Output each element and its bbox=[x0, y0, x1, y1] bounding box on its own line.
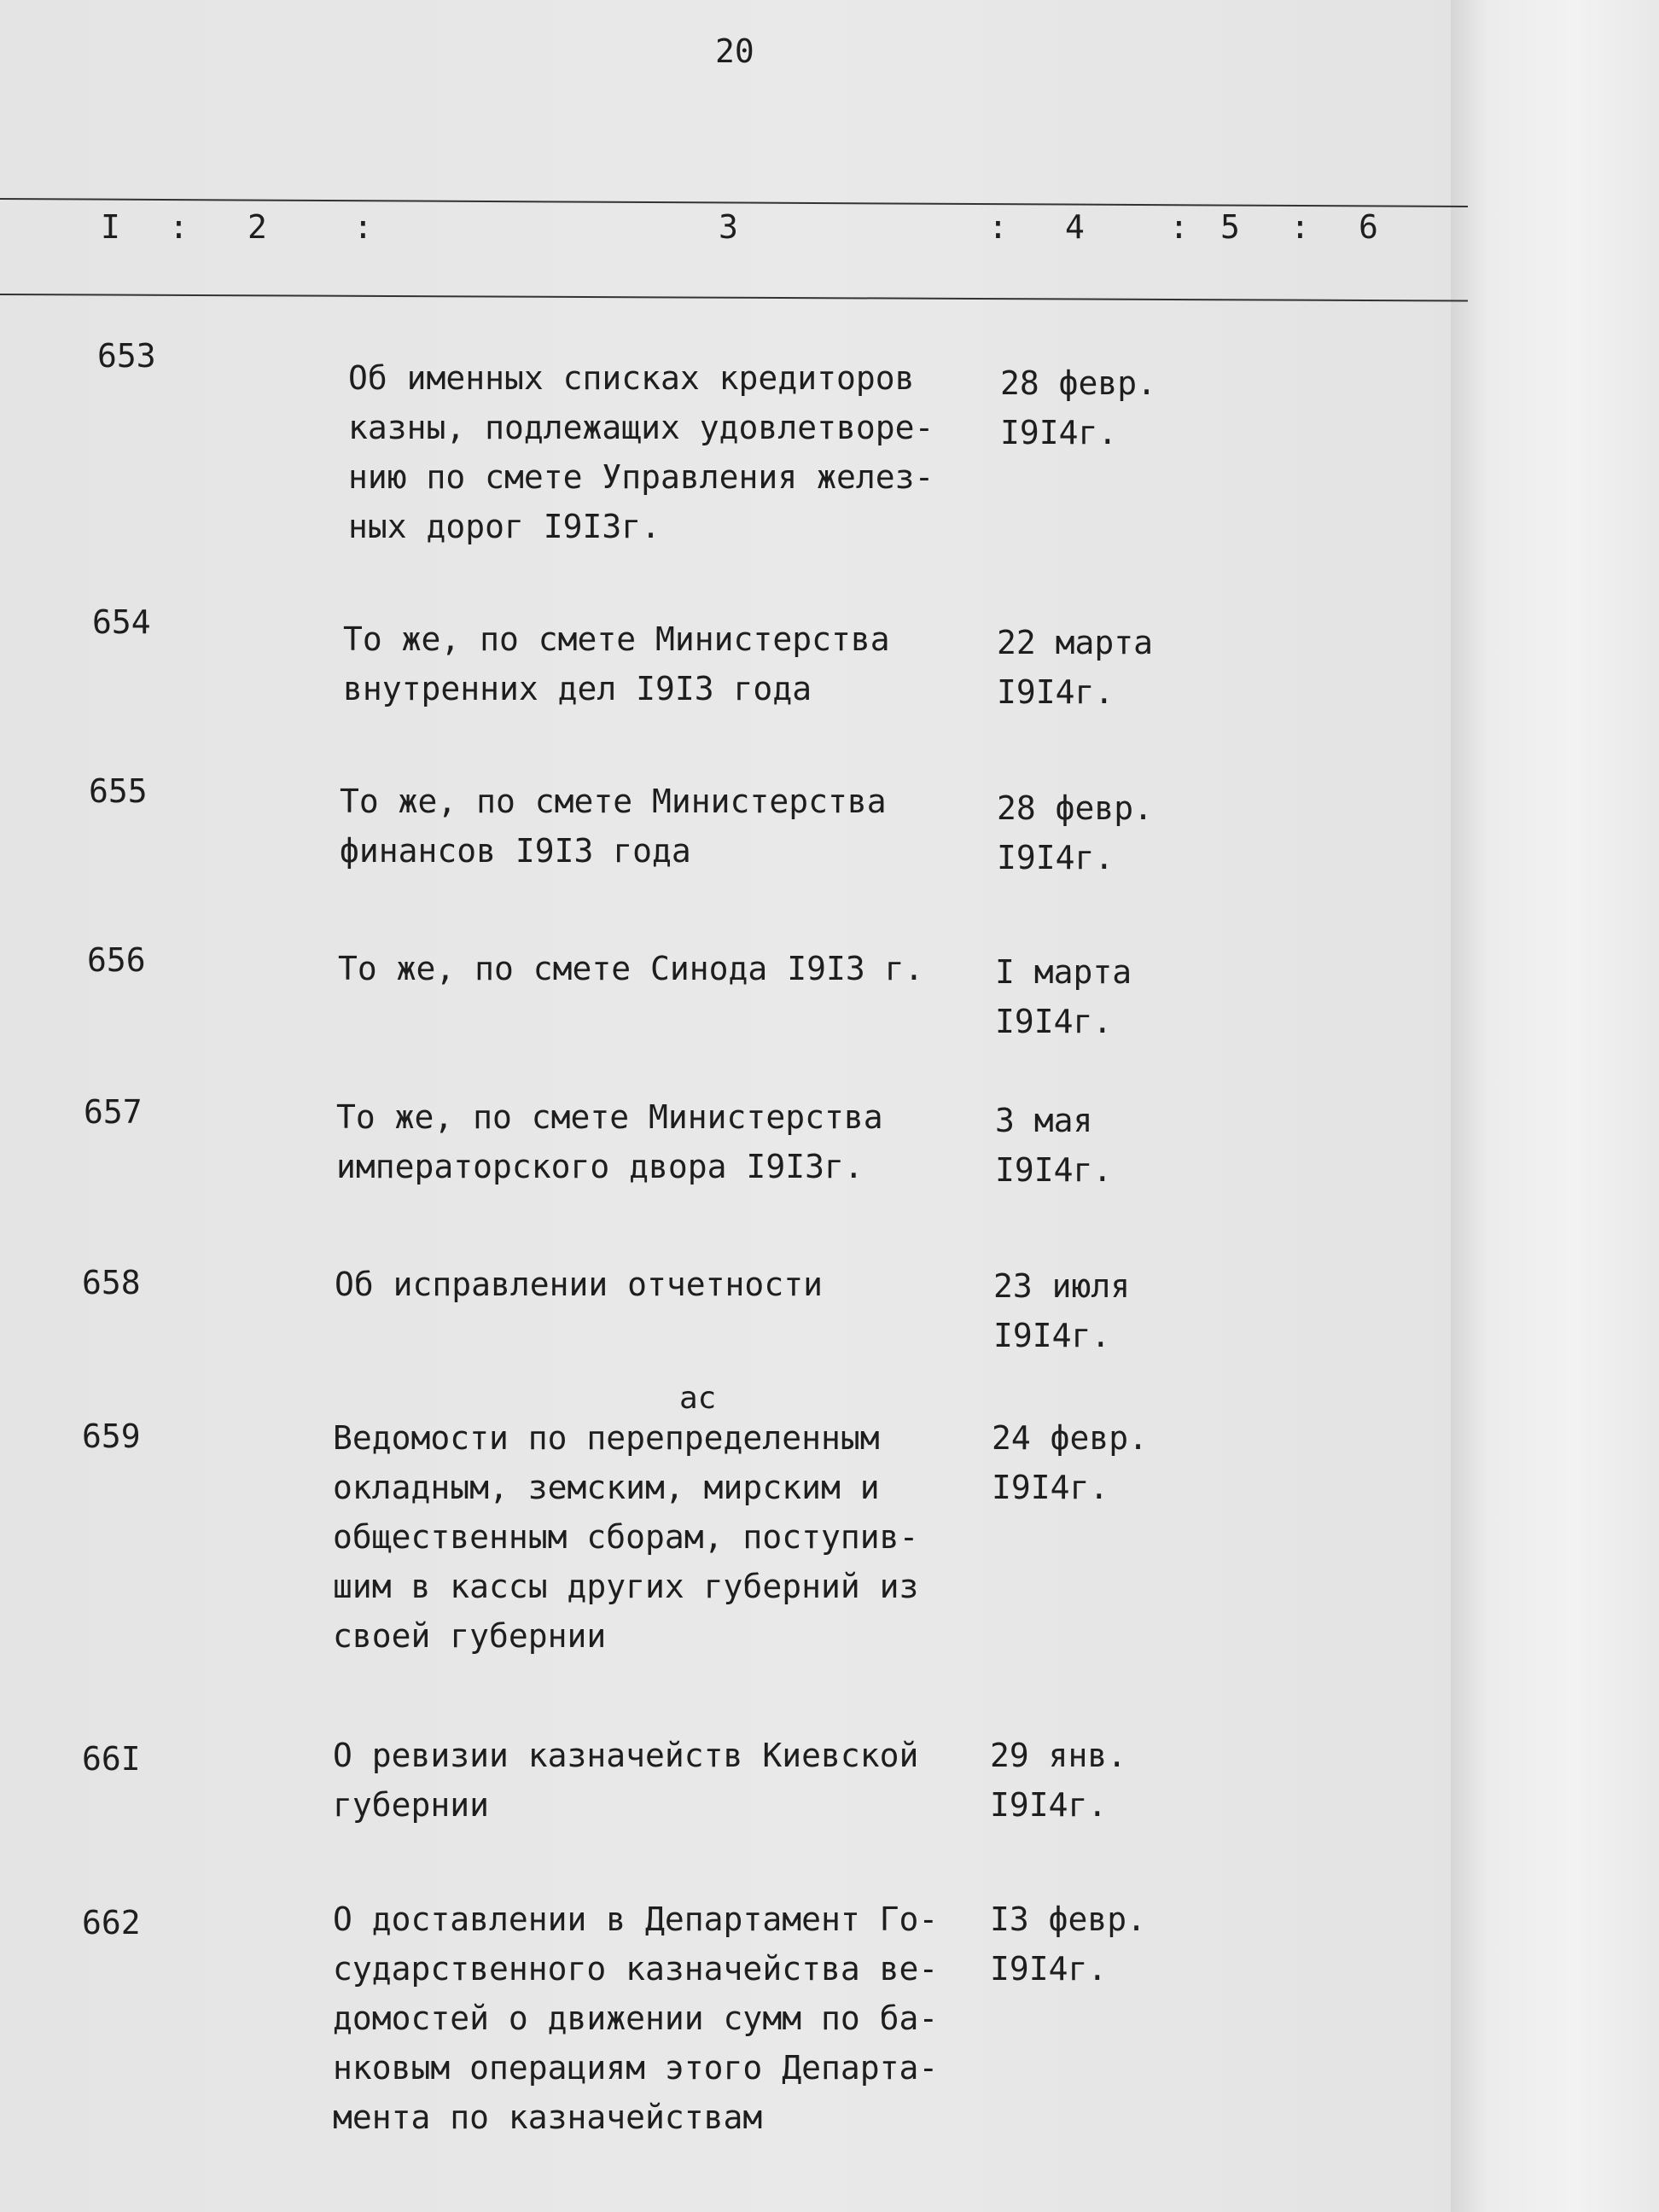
entry-title: То же, по смете Министерства внутренних дел I9I3 года bbox=[343, 620, 890, 707]
entry-date: 3 мая I9I4г. bbox=[995, 1102, 1113, 1189]
header-separator: : bbox=[169, 208, 189, 246]
entry-date: 28 февр. I9I4г. bbox=[997, 789, 1154, 876]
entry-number: 653 bbox=[97, 337, 156, 375]
header-separator: : bbox=[988, 208, 1008, 246]
entry-number: 658 bbox=[82, 1264, 141, 1301]
header-col-3: 3 bbox=[719, 208, 738, 246]
header-col-2: 2 bbox=[247, 208, 267, 246]
entry-title: О доставлении в Департамент Го- сударственного казначейства ве- домостей о движении сумм по ба- нковым операциям этого Департа- мента по казначействам bbox=[333, 1901, 939, 2136]
header-separator: : bbox=[1290, 208, 1310, 246]
entry-date: 22 марта I9I4г. bbox=[997, 624, 1154, 711]
entry-title: То же, по смете Министерства императорского двора I9I3г. bbox=[336, 1098, 883, 1185]
entry-number: 662 bbox=[82, 1904, 141, 1941]
entry-date: I3 февр. I9I4г. bbox=[990, 1901, 1147, 1988]
entry-title: Ведомости по перепределенным окладным, земским, мирским и общественным сборам, поступив- шим в кассы других губерний из своей губернии bbox=[333, 1419, 919, 1655]
entry-title: О ревизии казначейств Киевской губернии bbox=[333, 1737, 919, 1824]
entry-number: 655 bbox=[89, 772, 148, 810]
header-col-5: 5 bbox=[1220, 208, 1240, 246]
entry-title: То же, по смете Министерства финансов I9I3 года bbox=[340, 783, 887, 870]
header-col-1: I bbox=[101, 208, 120, 246]
handwritten-correction: ас bbox=[679, 1381, 717, 1416]
entry-date: 28 февр. I9I4г. bbox=[1000, 364, 1157, 451]
page-number: 20 bbox=[715, 32, 754, 70]
header-col-4: 4 bbox=[1065, 208, 1085, 246]
entry-number: 657 bbox=[84, 1093, 143, 1131]
entry-date: I марта I9I4г. bbox=[995, 953, 1132, 1040]
entry-title: То же, по смете Синода I9I3 г. bbox=[338, 950, 924, 987]
entry-date: 23 июля I9I4г. bbox=[993, 1267, 1131, 1354]
entry-number: 659 bbox=[82, 1417, 141, 1455]
header-separator: : bbox=[1169, 208, 1189, 246]
entry-number: 656 bbox=[87, 941, 146, 979]
header-col-6: 6 bbox=[1359, 208, 1378, 246]
entry-date: 29 янв. I9I4г. bbox=[990, 1737, 1127, 1824]
entry-date: 24 февр. I9I4г. bbox=[992, 1419, 1149, 1506]
entry-title: Об именных списках кредиторов казны, подлежащих удовлетворе- нию по смете Управления желез- ных дорог I9I3г. bbox=[348, 359, 934, 545]
entry-number: 66I bbox=[82, 1740, 141, 1778]
entry-title: Об исправлении отчетности bbox=[335, 1266, 823, 1303]
page-edge bbox=[1451, 0, 1659, 2212]
header-separator: : bbox=[353, 208, 373, 246]
entry-number: 654 bbox=[92, 603, 151, 641]
